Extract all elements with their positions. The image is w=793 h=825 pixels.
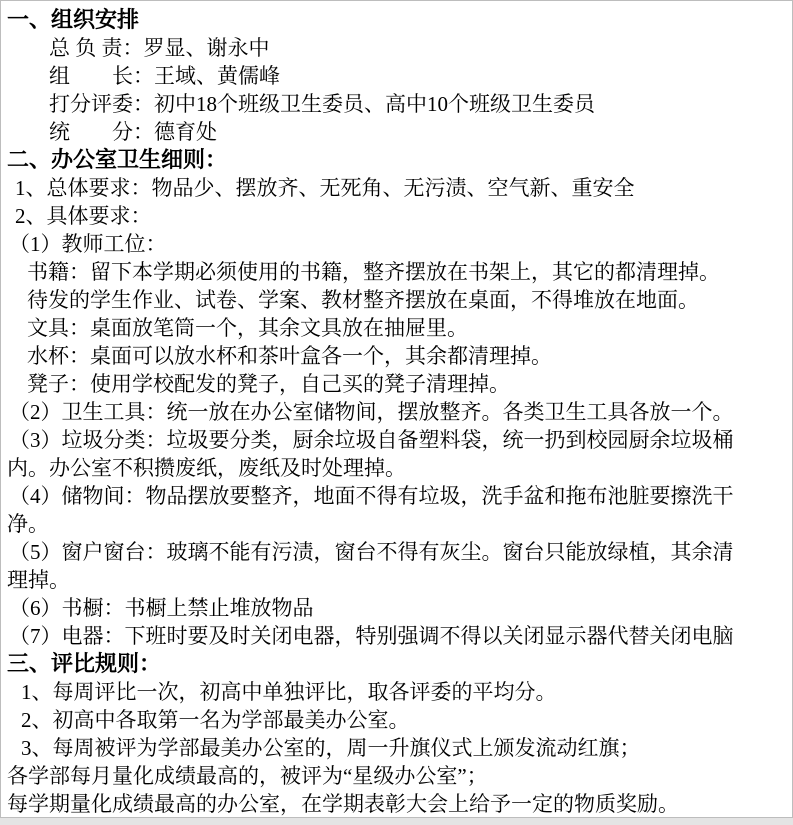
line-scoring-judges: 打分评委：初中18个班级卫生委员、高中10个班级卫生委员 <box>49 92 595 116</box>
line-water-cup: 水杯：桌面可以放水杯和茶叶盒各一个，其余都清理掉。 <box>27 344 552 368</box>
line-storage-room-2: 净。 <box>7 512 49 536</box>
heading-hygiene-rules: 二、办公室卫生细则： <box>7 147 228 172</box>
line-eval-weekly: 1、每周评比一次，初高中单独评比，取各评委的平均分。 <box>21 680 557 704</box>
line-score-totaling: 统 分：德育处 <box>49 120 217 144</box>
line-stationery: 文具：桌面放笔筒一个，其余文具放在抽屉里。 <box>27 316 468 340</box>
line-garbage-sorting-2: 内。办公室不积攒废纸，废纸及时处理掉。 <box>7 456 406 480</box>
heading-evaluation-rules: 三、评比规则： <box>7 651 162 676</box>
line-eval-first-place: 2、初高中各取第一名为学部最美办公室。 <box>21 708 410 732</box>
line-windows-1: （5）窗户窗台：玻璃不能有污渍，窗台不得有灰尘。窗台只能放绿植，其余清 <box>9 540 734 564</box>
line-storage-room-1: （4）储物间：物品摆放要整齐，地面不得有垃圾，洗手盆和拖布池脏要擦洗干 <box>9 484 734 508</box>
line-cleaning-tools: （2）卫生工具：统一放在办公室储物间，摆放整齐。各类卫生工具各放一个。 <box>9 400 734 424</box>
line-bookcase: （6）书橱：书橱上禁止堆放物品 <box>9 596 314 620</box>
line-windows-2: 理掉。 <box>7 568 70 592</box>
line-eval-semester: 每学期量化成绩最高的办公室，在学期表彰大会上给予一定的物质奖励。 <box>7 792 679 816</box>
line-books-1: 书籍：留下本学期必须使用的书籍，整齐摆放在书架上，其它的都清理掉。 <box>27 260 720 284</box>
line-stool: 凳子：使用学校配发的凳子，自己买的凳子清理掉。 <box>27 372 510 396</box>
heading-organization: 一、组织安排 <box>7 7 140 32</box>
line-garbage-sorting-1: （3）垃圾分类：垃圾要分类，厨余垃圾自备塑料袋，统一扔到校园厨余垃圾桶 <box>9 428 734 452</box>
line-general-requirements: 1、总体要求：物品少、摆放齐、无死角、无污渍、空气新、重安全 <box>15 176 635 200</box>
line-electrical: （7）电器：下班时要及时关闭电器，特别强调不得以关闭显示器代替关闭电脑 <box>9 624 734 648</box>
line-chief-director: 总 负 责：罗显、谢永中 <box>49 36 270 60</box>
line-eval-red-flag: 3、每周被评为学部最美办公室的，周一升旗仪式上颁发流动红旗； <box>21 736 641 760</box>
line-specific-requirements: 2、具体要求： <box>15 204 152 228</box>
line-eval-monthly: 各学部每月量化成绩最高的，被评为“星级办公室”； <box>7 764 488 788</box>
line-books-2: 待发的学生作业、试卷、学案、教材整齐摆放在桌面，不得堆放在地面。 <box>27 288 699 312</box>
line-teacher-workstation: （1）教师工位： <box>9 232 167 256</box>
line-group-leader: 组 长：王域、黄儒峰 <box>49 64 280 88</box>
